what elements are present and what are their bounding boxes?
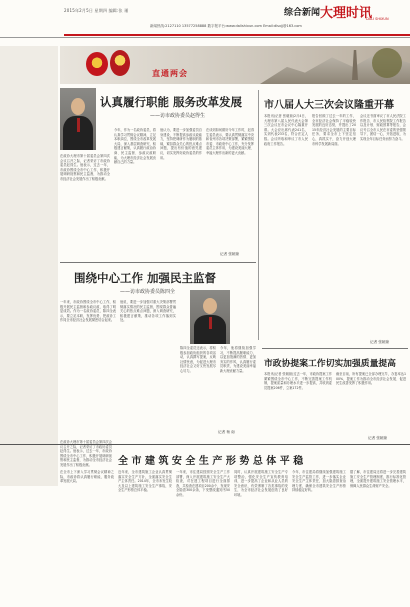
portrait-head [71,98,85,115]
article-body: 他认为，要进一步加强委员自身建设，不断提高参政议政能力，坚持把调研作为履职的基础，紧扣群众关心的热点难点问题，提出有价值的意见建议，切实发挥好政协委员的作用。 [160,128,202,160]
article-body: 同时，认真开展建筑施工安全生产专项整治，强化安全生产宣传教育培训，进一步提高了企业和从业人员的安全意识，有效遏制了各类事故的发生，为全市经济社会发展创造了良好环境。 [234,470,288,497]
article-headline: 市政协提案工作切实加强质量提高 [264,359,396,369]
article-byline: 记者 张朝琼 [368,436,388,440]
left-margin-shade [0,46,58,486]
article-headline: 全 市 建 筑 安 全 生 产 形 势 总 体 平 稳 [118,456,304,467]
article-body: 报告回顾了过去一年的工作，全市经济社会保持了平稳较快发展的良好态势，并提出了2015年经济社会发展的主要目标任务，要求全市上下坚定信心，真抓实干，奋力开创大理市科学发展新局面。 [312,114,356,146]
article-body: 截至目前，所有提案已全部办理完毕，办复率达100%，提案工作为推动全市经济社会发展、促进民生改善发挥了积极作用。 [336,372,406,386]
section-name: 综合新闻 [284,8,321,18]
column-divider [258,90,259,340]
banner-title: 直通两会 [152,69,188,78]
article-body: 今年，市住建局将继续加强建筑施工安全生产监管工作，进一步落实企业安全生产主体责任，加大隐患排查治理力度，确保全市建筑安全生产形势持续稳定好转。 [292,470,346,493]
divider [0,444,410,445]
article-byline: 记者 张朝琼 [220,252,240,256]
article-body: 在谈到如何做好今年工作时，赵得生委员表示，要认真贯彻落实中央和省州市各项决策部署，紧紧围绕市委、市政府中心工作，充分发挥委员主体作用，为建设美丽大理、幸福大理作出新的更大贡献。 [206,128,254,155]
masthead [0,0,410,38]
article-byline: 记者 张朝琼 [370,340,390,344]
divider [262,348,408,349]
article-body: 今年，他将继续加强学习，不断提高履职能力，以更加饱满的热情、更加务实的作风，认真履行委员职责，为建设美丽幸福新大理贡献力量。 [220,346,256,373]
article-subhead: ——访市政协委员赵得生 [150,113,206,119]
date-line: 2015年2月5日 星期四 编辑:张 瑾 [64,8,129,13]
article-headline: 市八届人大三次会议隆重开幕 [264,100,394,111]
article-body: 在全市上下深入学习贯彻会议精神之际，市政协将认真履行职能，服务改革发展大局。 [60,470,114,484]
portrait-head [203,298,217,314]
article-subhead: ——访市政协委员陈四全 [120,289,176,295]
article-body-left: 在政协大理市第十届委员会第四次会议召开之际，记者采访了市政协委员赵得生。他表示，过去一年，市政协围绕全市中心工作，积极开展调研视察和民主监督，为推动全市经济社会发展作出了积极贡献。 [60,154,110,181]
article-byline: 记者 杨 南 [218,430,235,434]
article-body: 据了解，市住建局还将进一步完善建筑施工安全生产管理制度，推行标准化管理，全面提升建筑施工安全管理水平，保障人民群众生命财产安全。 [350,470,406,488]
portrait-tie [77,118,80,132]
article-body: 陈四全委员还表示，将积极参加政协组织的各项活动，认真撰写提案，反映社情民意，为促进大理市经济社会又好又快发展尽心尽力。 [180,346,216,373]
paper-name-en: DALI SHIXUN [366,17,389,21]
article-body: 会议还书面审议了市人民法院工作报告、市人民检察院工作报告以及计划、财政预算等报告，会议号召全市人民在市委的坚强领导下，团结一心，开拓进取，为实现全年目标任务而努力奋斗。 [360,114,406,141]
article-body: 近年来，全市建筑施工企业认真贯彻落实安全生产方针，全面落实安全生产主体责任。2014年，全市未发生较大及以上建筑施工安全生产事故，安全生产形势总体平稳。 [118,470,172,493]
portrait-photo-zhao [60,88,96,150]
article-body: 他说，要进一步加强对重大决策部署贯彻落实情况的民主监督，围绕群众普遍关心的热点难点问题，深入调查研究，积极建言献策，推动各项工作落到实处。 [120,300,176,323]
article-body: 今年，作为一名政协委员，将认真学习贯彻会议精神，立足本职岗位，围绕全市改革发展大局，深入基层调查研究，积极建言献策，认真履行政治协商、民主监督、参政议政职能，为大理市经济社会发展贡献自己的力量。 [114,128,156,165]
portrait-photo-chen [190,290,230,344]
article-body: 一年来，市政协围绕全市中心工作，积极开展民主监督和参政议政，取得了明显成效。作为一名政协委员，陈四全表示，要立足本职，发挥优势，把政协工作同全市经济社会发展紧密结合起来。 [60,300,116,323]
article-headline: 认真履行职能 服务改革发展 [100,95,243,109]
section-banner [60,46,410,84]
article-headline: 围绕中心工作 加强民主监督 [74,271,217,285]
cppcc-emblem-icon [110,50,130,76]
paper-name: 大理时讯 [320,6,373,21]
divider [60,262,256,263]
tree-illustration [372,48,402,78]
article-body: 本报讯(记者 张朝琼)2月4日，大理市第八届人民代表大会第三次会议在市会议中心隆重开幕。大会应出席代表241名，实到代表233名，符合法定人数。会议听取和审议了市人民政府工作报告。 [264,114,308,146]
portrait-tie [209,317,212,329]
article-body: 一年来，市住建局按照安全生产工作部署，深入开展建筑施工安全生产大检查，对在建工程项目进行全面排查，共检查在建项目200余个，发现安全隐患300余条，下发整改通知书50余份。 [176,470,230,497]
masthead-rule [64,34,410,36]
article-body: 本报讯(记者 张朝琼)过去一年，市政协提案工作紧紧围绕全市中心工作，不断完善提案工作机制，提案质量和办理水平进一步提高，共收到委员提案206件，立案172件。 [264,372,332,390]
contact-line: 新闻热线:2127110 13577258888 数字报平台:www.dalishixun.com Email:dlsxjj@163.com [150,24,302,28]
national-emblem-icon [86,52,108,76]
left-column-text: 在政协大理市第十届委员会第四次会议召开之际，记者采访了市政协委员赵得生。他表示，过去一年，市政协围绕全市中心工作，积极开展调研视察和民主监督，为推动全市经济社会发展作出了积极贡献。 [60,440,112,467]
